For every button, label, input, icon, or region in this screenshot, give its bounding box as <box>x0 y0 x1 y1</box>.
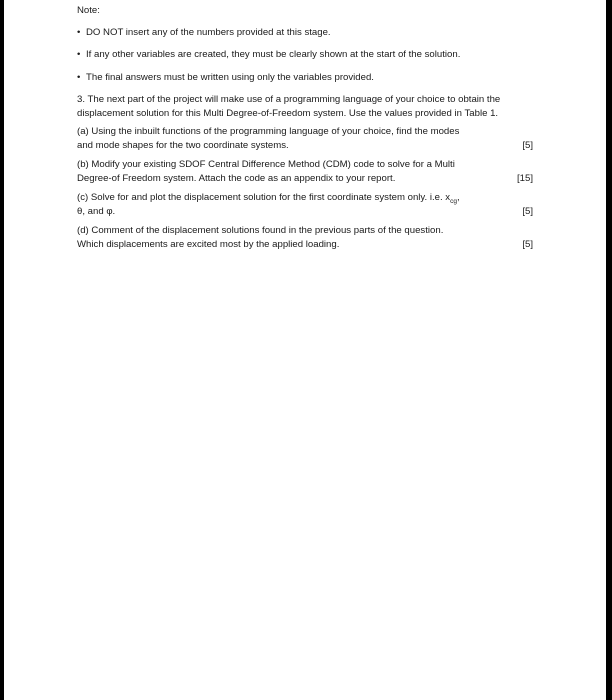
question-c-marks: [5] <box>522 205 533 217</box>
document-content <box>77 4 537 257</box>
question-b-line2-row <box>77 172 537 186</box>
question-a-line1: (a) Using the inbuilt functions of the programming language of your choice, find the modes <box>77 126 460 137</box>
question-d <box>77 224 537 251</box>
question-b-line2: Degree-of Freedom system. Attach the code as an appendix to your report. <box>77 172 396 184</box>
question-b-marks: [15] <box>516 172 533 184</box>
question-b-line1: (b) Modify your existing SDOF Central Difference Method (CDM) code to solve for a Multi <box>77 159 455 170</box>
note-bullet-1: • DO NOT insert any of the numbers provided at this stage. <box>77 26 537 40</box>
question-c <box>77 191 537 218</box>
question-a-line2-row <box>77 139 537 153</box>
question-c-line1-start: (c) Solve for and plot the displacement solution for the first coordinate system only. i.e. x <box>77 192 451 203</box>
question-d-marks: [5] <box>522 238 533 250</box>
question-c-line1-end: , <box>456 192 460 203</box>
question-d-line2-row <box>77 238 537 252</box>
question-a-marks: [5] <box>522 139 533 151</box>
note-bullet-2: • If any other variables are created, they must be clearly shown at the start of the solution. <box>77 48 537 62</box>
question-c-subscript: cg <box>450 197 457 205</box>
question-d-line1: (d) Comment of the displacement solutions found in the previous parts of the question. <box>77 225 444 236</box>
question-c-line2-row <box>77 205 537 219</box>
right-scan-border <box>606 0 612 700</box>
question-c-line1 <box>77 191 537 205</box>
question-c-line2: θ, and φ. <box>77 205 116 217</box>
question-a-line2: and mode shapes for the two coordinate systems. <box>77 139 289 151</box>
question-a <box>77 125 537 152</box>
note-bullet-3: • The final answers must be written using only the variables provided. <box>77 71 537 85</box>
note-heading: Note: <box>77 5 100 16</box>
item-3-paragraph: 3. The next part of the project will make use of a programming language of your choice to obtain the displacement solution for this Multi Degree-of-Freedom system. Use the values provided in Table 1. <box>77 94 501 119</box>
question-b <box>77 158 537 185</box>
question-d-line2: Which displacements are excited most by the applied loading. <box>77 238 340 250</box>
left-scan-border <box>0 0 4 700</box>
